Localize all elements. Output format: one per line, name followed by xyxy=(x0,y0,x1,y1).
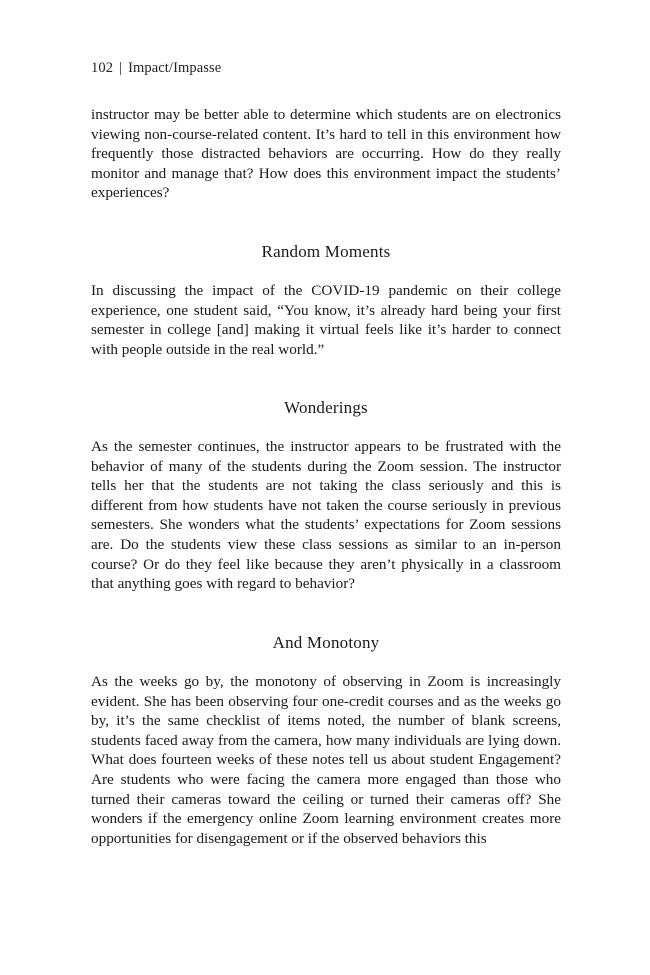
page-number: 102 xyxy=(91,60,114,76)
section-heading-and-monotony: And Monotony xyxy=(272,633,380,652)
body-paragraph: As the weeks go by, the monotony of observing in Zoom is increasingly evident. She has been observing four one-credit courses and as the weeks go by, it’s the same checklist of items noted, the number of blank screens, students faced away from the camera, how many individuals are lying down. What does fourteen weeks of these notes tell us about student Engagement? Are students who were facing the camera more engaged than those who turned their cameras toward the ceiling or turned their cameras off? She wonders if the emergency online Zoom learning environment creates more opportunities for disengagement or if the observed behaviors this xyxy=(91,673,561,847)
section-heading-wonderings: Wonderings xyxy=(284,398,368,417)
running-title: Impact/Impasse xyxy=(128,60,222,76)
body-paragraph: As the semester continues, the instructor appears to be frustrated with the behavior of many of the students during the Zoom session. The instructor tells her that the students are not taking the class seriously and this is different from how students have not taken the course seriously in previous semesters. She wonders what the students’ expectations for Zoom sessions are. Do the students view these class sessions as similar to an in-person course? Or do they feel like because they aren’t physically in a classroom that anything goes with regard to behavior? xyxy=(91,438,561,593)
body-paragraph: In discussing the impact of the COVID-19 pandemic on their college experience, one student said, “You know, it’s already hard being your first semester in college [and] making it virtual feels like it’s harder to connect with people outside in the real world.” xyxy=(91,282,561,358)
running-header xyxy=(91,60,221,77)
header-separator: | xyxy=(119,60,123,76)
body-paragraph: instructor may be better able to determine which students are on electronics viewing non-course-related content. It’s hard to tell in this environment how frequently those distracted behaviors are occurring. How do they really monitor and manage that? How does this environment impact the students’ experiences? xyxy=(91,106,561,202)
section-heading-random-moments: Random Moments xyxy=(261,242,391,261)
